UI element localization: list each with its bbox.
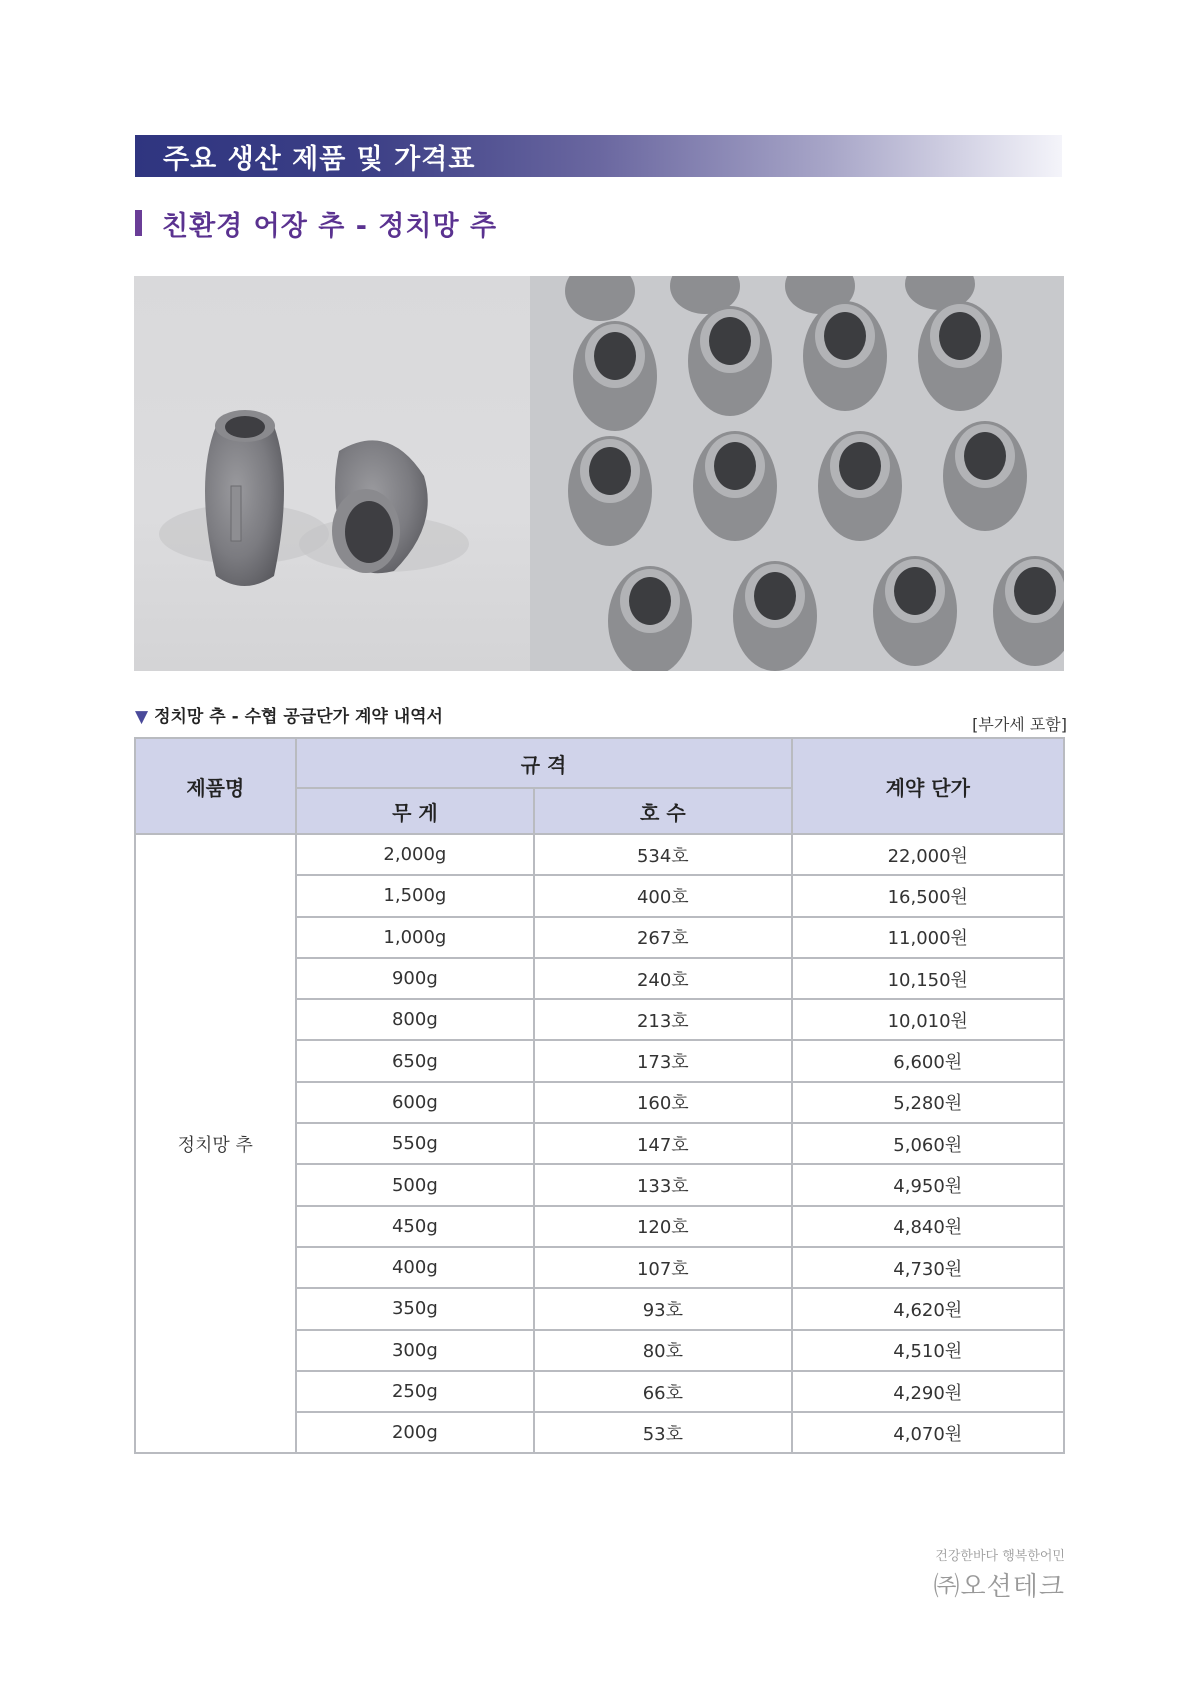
weight-cell: 250g	[296, 1371, 535, 1412]
product-array-illustration	[530, 276, 1064, 671]
table-header-row	[135, 738, 1064, 788]
price-cell: 5,060원	[792, 1123, 1064, 1164]
number-cell: 66호	[534, 1371, 791, 1412]
section-accent-bar	[135, 210, 142, 236]
weight-cell: 500g	[296, 1164, 535, 1205]
price-cell: 16,500원	[792, 875, 1064, 916]
weight-cell: 900g	[296, 958, 535, 999]
number-cell: 400호	[534, 875, 791, 916]
weight-cell: 350g	[296, 1288, 535, 1329]
price-cell: 4,620원	[792, 1288, 1064, 1329]
number-cell: 160호	[534, 1082, 791, 1123]
number-cell: 267호	[534, 917, 791, 958]
number-cell: 173호	[534, 1040, 791, 1081]
price-cell: 4,290원	[792, 1371, 1064, 1412]
weight-cell: 400g	[296, 1247, 535, 1288]
number-cell: 240호	[534, 958, 791, 999]
number-cell: 80호	[534, 1330, 791, 1371]
weight-cell: 300g	[296, 1330, 535, 1371]
page-banner	[135, 135, 1062, 177]
price-cell: 22,000원	[792, 834, 1064, 875]
section-heading	[135, 208, 498, 242]
banner-title: 주요 생산 제품 및 가격표	[163, 143, 476, 175]
price-cell: 4,950원	[792, 1164, 1064, 1205]
section-title: 친환경 어장 추 - 정치망 추	[162, 210, 498, 242]
company-footer	[934, 1545, 1065, 1603]
price-cell: 4,730원	[792, 1247, 1064, 1288]
price-cell: 11,000원	[792, 917, 1064, 958]
weight-cell: 800g	[296, 999, 535, 1040]
company-slogan: 건강한바다 행복한어민	[935, 1549, 1065, 1564]
number-cell: 534호	[534, 834, 791, 875]
weight-cell: 550g	[296, 1123, 535, 1164]
header-price: 계약 단가	[792, 738, 1064, 834]
table-row	[135, 834, 1064, 875]
weight-cell: 200g	[296, 1412, 535, 1453]
product-photo-array	[530, 276, 1064, 671]
weight-cell: 450g	[296, 1206, 535, 1247]
price-cell: 4,840원	[792, 1206, 1064, 1247]
number-cell: 120호	[534, 1206, 791, 1247]
header-weight: 무 게	[296, 788, 535, 834]
number-cell: 133호	[534, 1164, 791, 1205]
price-cell: 6,600원	[792, 1040, 1064, 1081]
weight-cell: 650g	[296, 1040, 535, 1081]
header-product: 제품명	[135, 738, 296, 834]
product-name-cell: 정치망 추	[135, 834, 296, 1453]
weight-cell: 1,000g	[296, 917, 535, 958]
header-spec: 규 격	[296, 738, 792, 788]
table-caption	[135, 702, 443, 727]
number-cell: 93호	[534, 1288, 791, 1329]
weight-cell: 2,000g	[296, 834, 535, 875]
price-cell: 5,280원	[792, 1082, 1064, 1123]
number-cell: 53호	[534, 1412, 791, 1453]
vat-note: [부가세 포함]	[972, 715, 1067, 734]
price-cell: 10,150원	[792, 958, 1064, 999]
product-photo-closeup	[134, 276, 530, 671]
table-caption-text: 정치망 추 - 수협 공급단가 계약 내역서	[154, 707, 443, 727]
price-cell: 4,070원	[792, 1412, 1064, 1453]
number-cell: 213호	[534, 999, 791, 1040]
product-closeup-illustration	[134, 276, 530, 671]
header-number: 호 수	[534, 788, 791, 834]
triangle-down-icon: ▼	[135, 707, 149, 727]
price-table	[134, 737, 1065, 1454]
price-cell: 10,010원	[792, 999, 1064, 1040]
number-cell: 107호	[534, 1247, 791, 1288]
number-cell: 147호	[534, 1123, 791, 1164]
weight-cell: 1,500g	[296, 875, 535, 916]
weight-cell: 600g	[296, 1082, 535, 1123]
company-logo-text: ㈜오션테크	[933, 1572, 1065, 1602]
price-cell: 4,510원	[792, 1330, 1064, 1371]
